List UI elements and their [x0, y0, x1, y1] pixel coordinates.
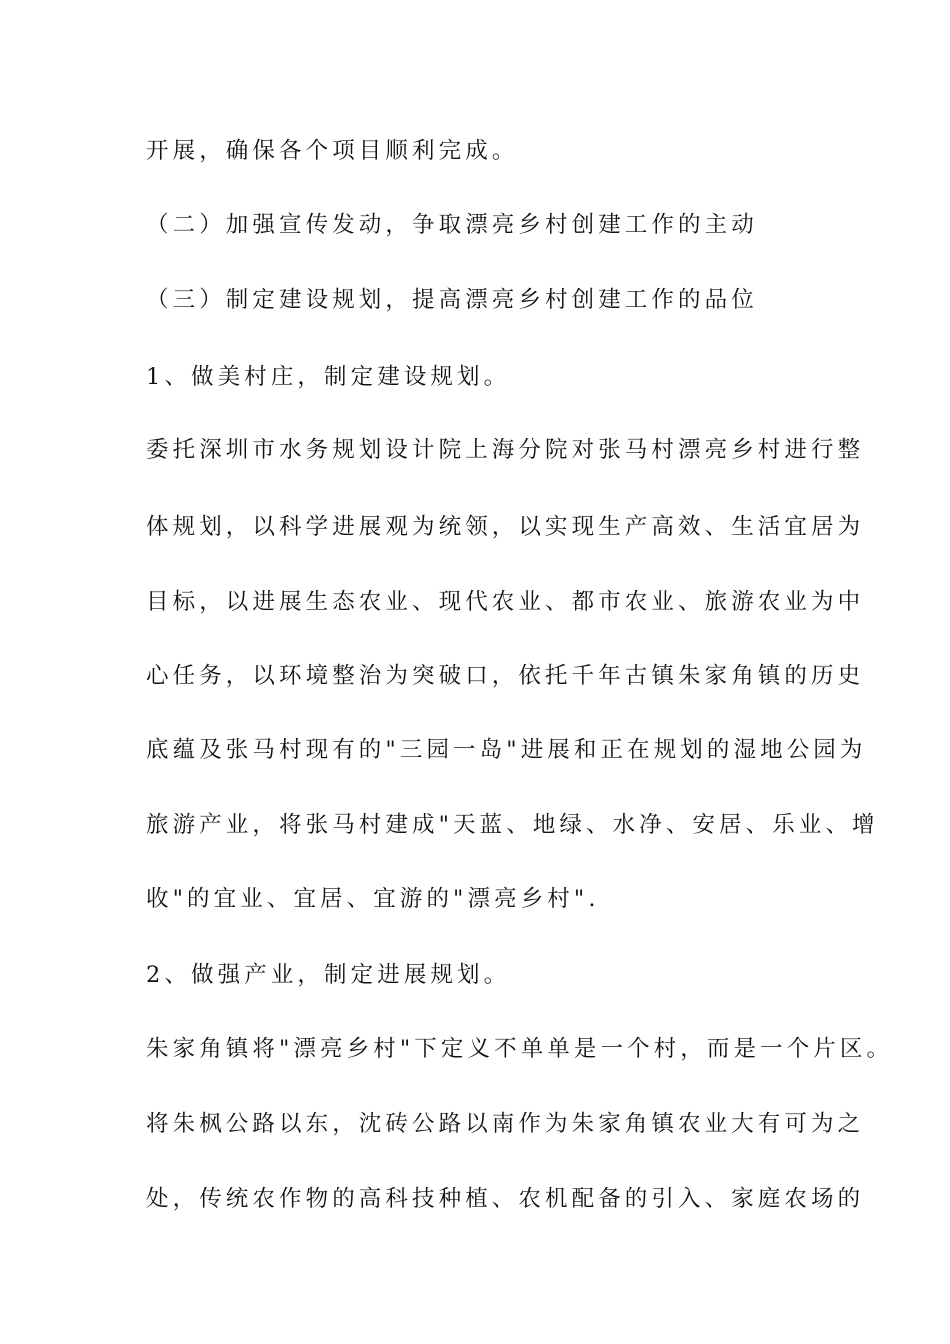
text-line: 旅游产业，将张马村建成"天蓝、地绿、水净、安居、乐业、增 — [146, 812, 879, 838]
text-line: 委托深圳市水务规划设计院上海分院对张马村漂亮乡村进行整 — [146, 437, 865, 463]
text-line: 朱家角镇将"漂亮乡村"下定义不单单是一个村，而是一个片区。 — [146, 1036, 894, 1062]
subsection-heading: 2、做强产业，制定进展规划。 — [146, 962, 511, 988]
text-line: 目标，以进展生态农业、现代农业、都市农业、旅游农业为中 — [146, 589, 865, 615]
text-line: 处，传统农作物的高科技种植、农机配备的引入、家庭农场的 — [146, 1186, 865, 1212]
subsection-heading: 1、做美村庄，制定建设规划。 — [146, 364, 511, 390]
text-line: 收"的宜业、宜居、宜游的"漂亮乡村". — [146, 886, 600, 912]
section-heading: （二）加强宣传发动，争取漂亮乡村创建工作的主动 — [146, 212, 758, 238]
text-line: 心任务，以环境整治为突破口，依托千年古镇朱家角镇的历史 — [146, 663, 865, 689]
text-line: 开展，确保各个项目顺利完成。 — [146, 138, 519, 164]
text-line: 将朱枫公路以东，沈砖公路以南作为朱家角镇农业大有可为之 — [146, 1111, 865, 1137]
text-line: 底蕴及张马村现有的"三园一岛"进展和正在规划的湿地公园为 — [146, 737, 867, 763]
text-line: 体规划，以科学进展观为统领，以实现生产高效、生活宜居为 — [146, 514, 865, 540]
section-heading: （三）制定建设规划，提高漂亮乡村创建工作的品位 — [146, 287, 758, 313]
